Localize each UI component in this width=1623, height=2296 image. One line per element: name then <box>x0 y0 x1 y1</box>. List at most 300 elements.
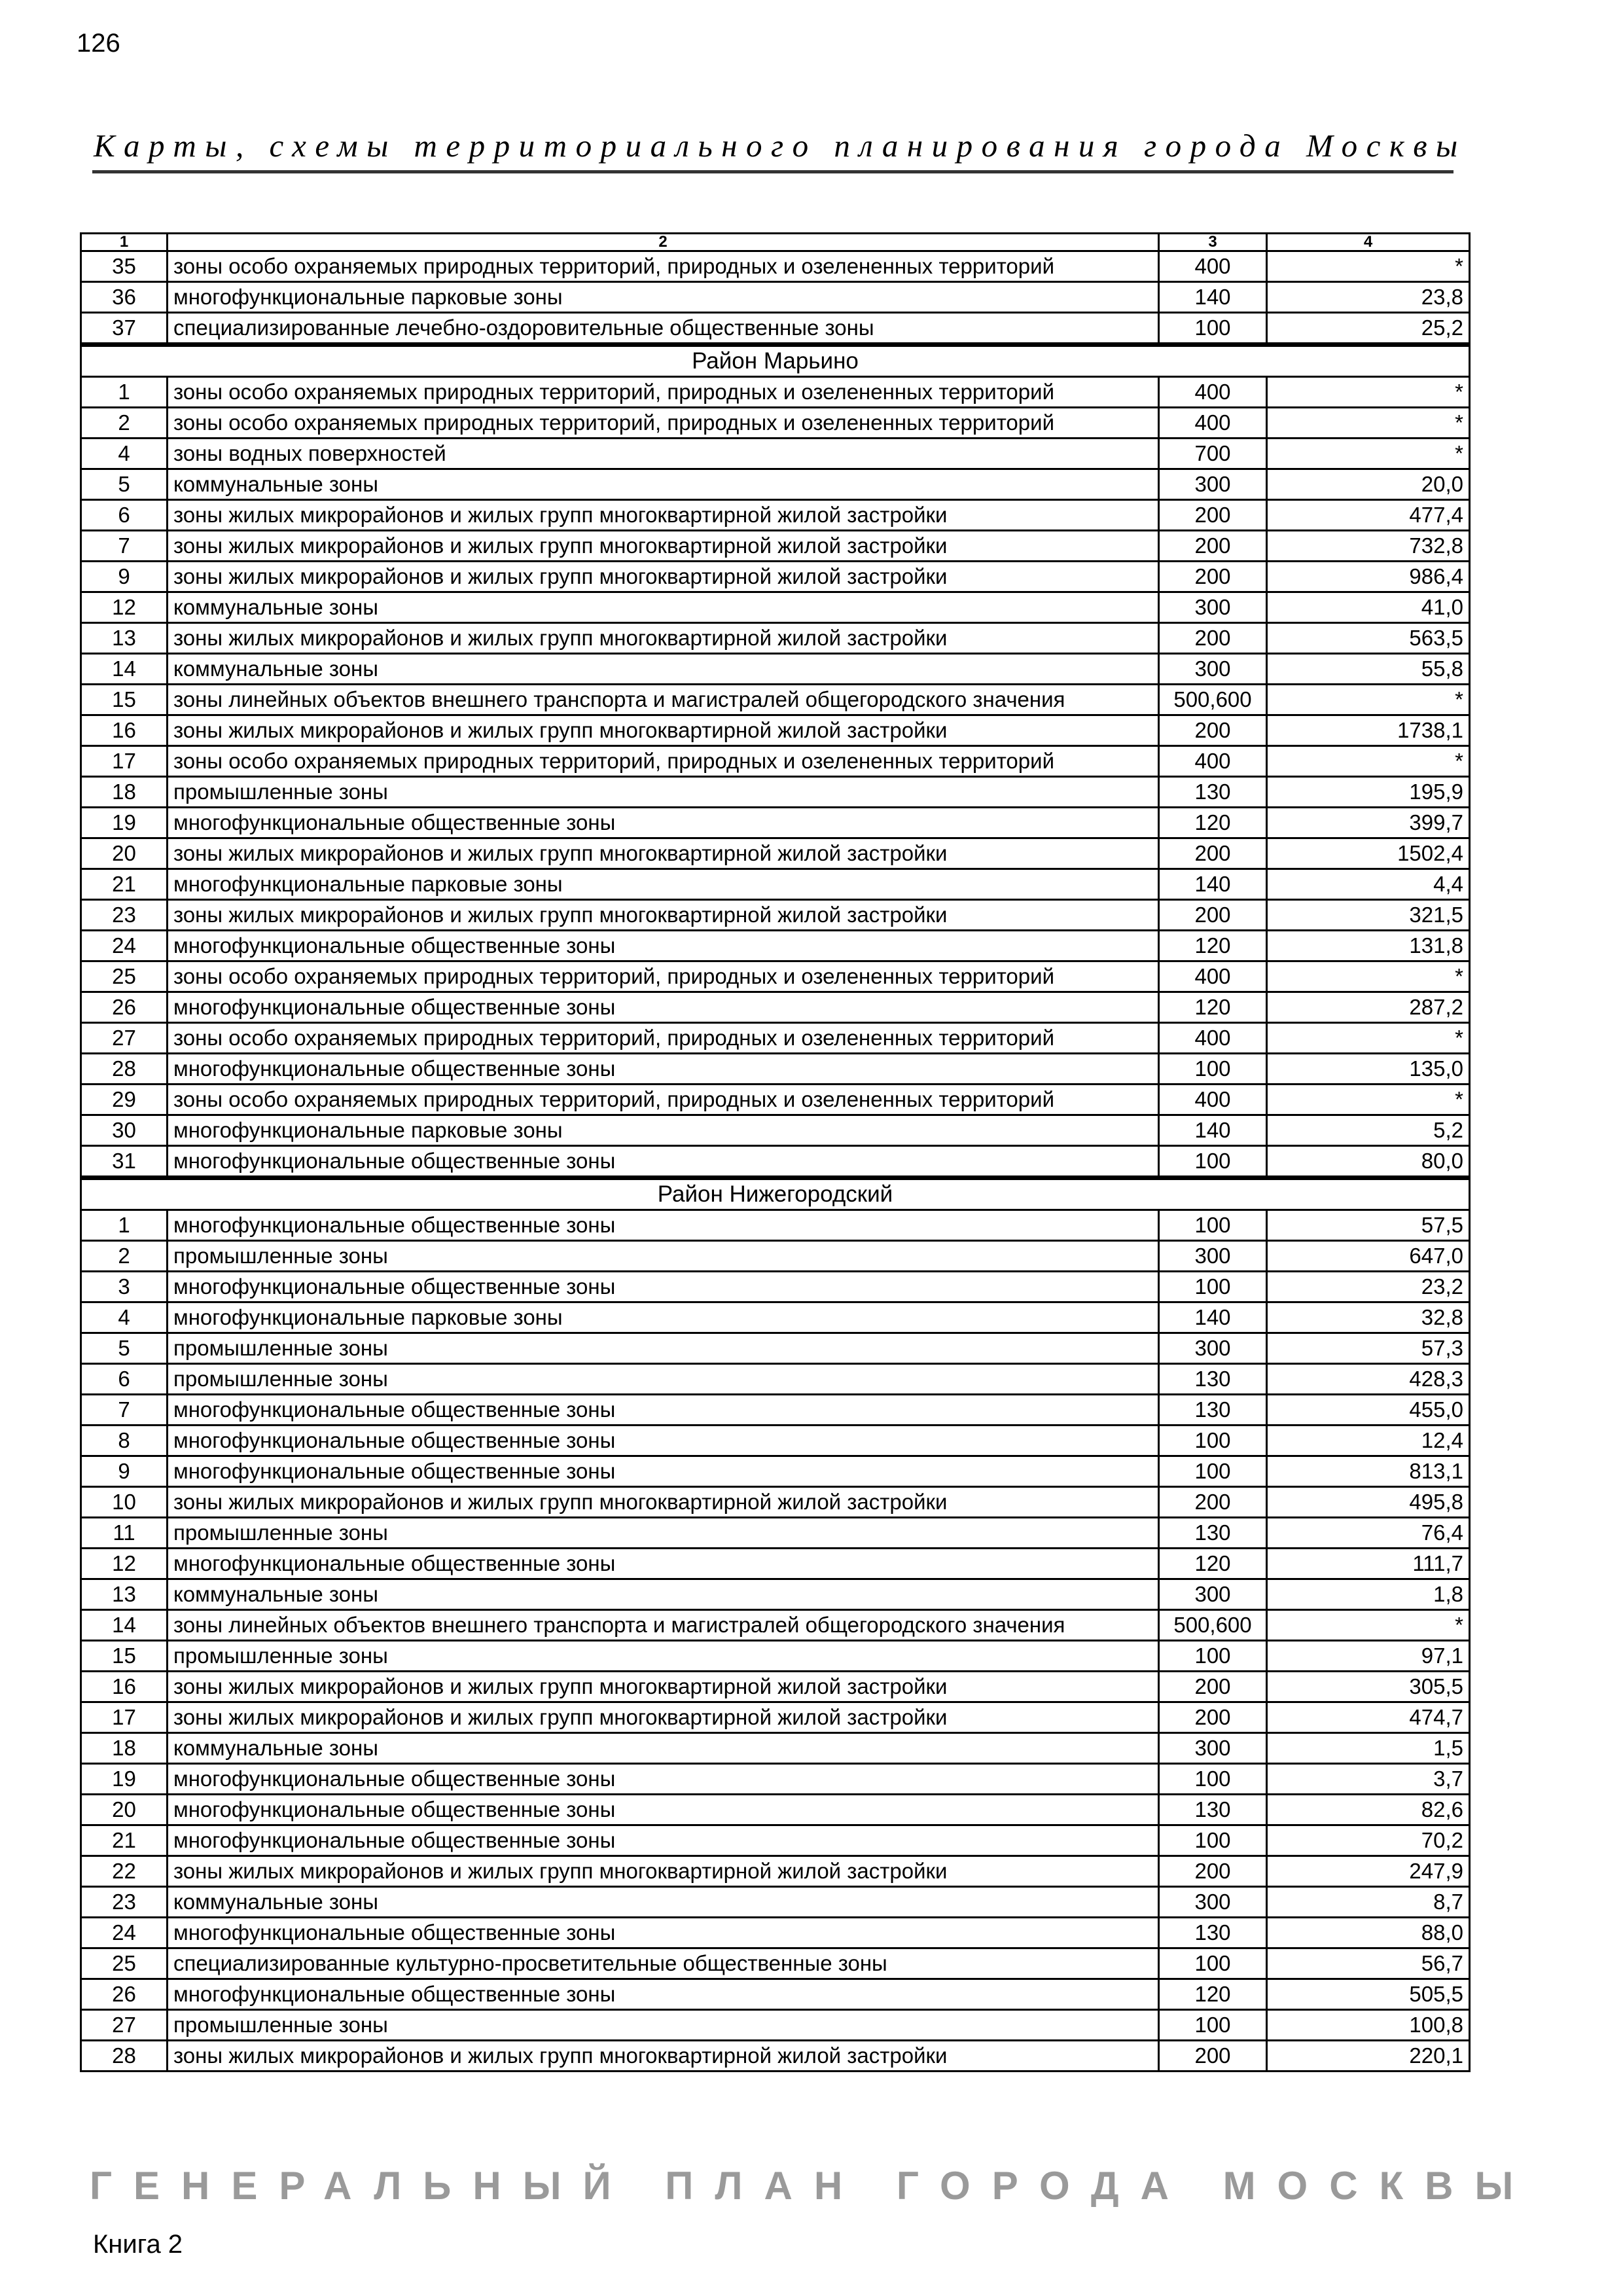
zone-code: 400 <box>1159 746 1267 777</box>
row-number: 26 <box>81 992 168 1023</box>
zone-value: 1738,1 <box>1267 715 1470 746</box>
zone-code: 100 <box>1159 1764 1267 1795</box>
zone-type: многофункциональные общественные зоны <box>168 1918 1159 1948</box>
page-number: 126 <box>77 29 120 58</box>
table-row <box>81 2010 1470 2041</box>
row-number: 22 <box>81 1856 168 1887</box>
row-number: 23 <box>81 900 168 931</box>
zone-code: 100 <box>1159 1426 1267 1456</box>
zone-type: многофункциональные общественные зоны <box>168 1456 1159 1487</box>
zone-code: 300 <box>1159 1333 1267 1364</box>
row-number: 24 <box>81 1918 168 1948</box>
zone-code: 200 <box>1159 838 1267 869</box>
zone-value: 986,4 <box>1267 562 1470 592</box>
table-row <box>81 408 1470 439</box>
zone-code: 140 <box>1159 1115 1267 1146</box>
zone-code: 140 <box>1159 1302 1267 1333</box>
table-row <box>81 1702 1470 1733</box>
table-row <box>81 1856 1470 1887</box>
zone-type: многофункциональные общественные зоны <box>168 992 1159 1023</box>
row-number: 2 <box>81 408 168 439</box>
section-header-row <box>81 1178 1470 1210</box>
zone-code: 140 <box>1159 282 1267 313</box>
table-row <box>81 1456 1470 1487</box>
row-number: 3 <box>81 1272 168 1302</box>
zone-value: * <box>1267 685 1470 715</box>
zone-code: 200 <box>1159 1856 1267 1887</box>
zone-code: 130 <box>1159 1518 1267 1549</box>
zone-value: 12,4 <box>1267 1426 1470 1456</box>
row-number: 24 <box>81 931 168 961</box>
row-number: 31 <box>81 1146 168 1178</box>
zone-value: 455,0 <box>1267 1395 1470 1426</box>
table-row <box>81 251 1470 282</box>
zone-code: 130 <box>1159 777 1267 808</box>
zone-value: 813,1 <box>1267 1456 1470 1487</box>
zone-type: многофункциональные общественные зоны <box>168 808 1159 838</box>
zone-code: 200 <box>1159 2041 1267 2072</box>
zone-code: 100 <box>1159 2010 1267 2041</box>
zone-type: зоны особо охраняемых природных территорий, природных и озелененных территорий <box>168 1023 1159 1054</box>
row-number: 37 <box>81 313 168 345</box>
zone-code: 200 <box>1159 1702 1267 1733</box>
table-row <box>81 313 1470 345</box>
row-number: 17 <box>81 1702 168 1733</box>
zone-type: зоны жилых микрорайонов и жилых групп многоквартирной жилой застройки <box>168 1856 1159 1887</box>
zone-type: зоны особо охраняемых природных территорий, природных и озелененных территорий <box>168 408 1159 439</box>
row-number: 19 <box>81 1764 168 1795</box>
section-header-row <box>81 345 1470 377</box>
zone-code: 300 <box>1159 654 1267 685</box>
zone-type: зоны жилых микрорайонов и жилых групп многоквартирной жилой застройки <box>168 562 1159 592</box>
zone-value: 428,3 <box>1267 1364 1470 1395</box>
zone-value: * <box>1267 251 1470 282</box>
row-number: 9 <box>81 1456 168 1487</box>
zone-value: 321,5 <box>1267 900 1470 931</box>
zone-code: 200 <box>1159 715 1267 746</box>
zone-type: промышленные зоны <box>168 1364 1159 1395</box>
zone-code: 200 <box>1159 531 1267 562</box>
table-row <box>81 469 1470 500</box>
row-number: 12 <box>81 592 168 623</box>
zone-code: 500,600 <box>1159 685 1267 715</box>
zone-type: зоны жилых микрорайонов и жилых групп многоквартирной жилой застройки <box>168 2041 1159 2072</box>
zone-value: 8,7 <box>1267 1887 1470 1918</box>
table-body <box>81 234 1470 2072</box>
row-number: 28 <box>81 2041 168 2072</box>
zone-code: 700 <box>1159 439 1267 469</box>
zone-type: промышленные зоны <box>168 777 1159 808</box>
zone-value: 23,8 <box>1267 282 1470 313</box>
table-row <box>81 1395 1470 1426</box>
zone-type: промышленные зоны <box>168 1641 1159 1672</box>
row-number: 29 <box>81 1085 168 1115</box>
zone-type: специализированные культурно-просветительные общественные зоны <box>168 1948 1159 1979</box>
zone-value: * <box>1267 439 1470 469</box>
zone-value: 4,4 <box>1267 869 1470 900</box>
zone-value: 32,8 <box>1267 1302 1470 1333</box>
zone-code: 100 <box>1159 1054 1267 1085</box>
footer-book-label: Книга 2 <box>93 2230 183 2259</box>
zone-type: многофункциональные парковые зоны <box>168 869 1159 900</box>
row-number: 13 <box>81 623 168 654</box>
zone-value: 23,2 <box>1267 1272 1470 1302</box>
zone-type: промышленные зоны <box>168 1241 1159 1272</box>
row-number: 21 <box>81 869 168 900</box>
row-number: 5 <box>81 469 168 500</box>
zone-value: * <box>1267 377 1470 408</box>
table-row <box>81 592 1470 623</box>
table-row <box>81 1054 1470 1085</box>
row-number: 25 <box>81 961 168 992</box>
zone-type: зоны линейных объектов внешнего транспорта и магистралей общегородского значения <box>168 685 1159 715</box>
table-row <box>81 685 1470 715</box>
zone-type: зоны особо охраняемых природных территорий, природных и озелененных территорий <box>168 746 1159 777</box>
table-row <box>81 1641 1470 1672</box>
zone-value: 477,4 <box>1267 500 1470 531</box>
row-number: 19 <box>81 808 168 838</box>
zone-value: 56,7 <box>1267 1948 1470 1979</box>
zone-type: специализированные лечебно-оздоровительные общественные зоны <box>168 313 1159 345</box>
row-number: 10 <box>81 1487 168 1518</box>
zone-type: коммунальные зоны <box>168 1733 1159 1764</box>
row-number: 26 <box>81 1979 168 2010</box>
zone-code: 300 <box>1159 1579 1267 1610</box>
zone-code: 100 <box>1159 1825 1267 1856</box>
row-number: 21 <box>81 1825 168 1856</box>
zone-code: 300 <box>1159 1887 1267 1918</box>
table-row <box>81 1272 1470 1302</box>
table-row <box>81 1733 1470 1764</box>
zone-code: 120 <box>1159 808 1267 838</box>
zone-value: 76,4 <box>1267 1518 1470 1549</box>
zone-value: * <box>1267 961 1470 992</box>
table-row <box>81 1887 1470 1918</box>
zone-code: 140 <box>1159 869 1267 900</box>
zone-code: 200 <box>1159 1672 1267 1702</box>
zone-type: многофункциональные общественные зоны <box>168 1825 1159 1856</box>
zone-type: зоны жилых микрорайонов и жилых групп многоквартирной жилой застройки <box>168 1487 1159 1518</box>
row-number: 14 <box>81 1610 168 1641</box>
row-number: 16 <box>81 1672 168 1702</box>
row-number: 23 <box>81 1887 168 1918</box>
zone-type: многофункциональные парковые зоны <box>168 1115 1159 1146</box>
zone-value: 57,5 <box>1267 1210 1470 1241</box>
zone-type: зоны особо охраняемых природных территорий, природных и озелененных территорий <box>168 377 1159 408</box>
row-number: 36 <box>81 282 168 313</box>
running-header: Карты, схемы территориального планирования города Москвы <box>94 128 1467 164</box>
zone-type: многофункциональные общественные зоны <box>168 1272 1159 1302</box>
row-number: 28 <box>81 1054 168 1085</box>
row-number: 6 <box>81 500 168 531</box>
zone-type: многофункциональные общественные зоны <box>168 1764 1159 1795</box>
zone-code: 100 <box>1159 1272 1267 1302</box>
table-row <box>81 777 1470 808</box>
zone-value: 1,8 <box>1267 1579 1470 1610</box>
table-row <box>81 500 1470 531</box>
column-header: 1 <box>81 234 168 251</box>
zone-value: 100,8 <box>1267 2010 1470 2041</box>
table-row <box>81 654 1470 685</box>
zone-value: 1,5 <box>1267 1733 1470 1764</box>
row-number: 30 <box>81 1115 168 1146</box>
row-number: 35 <box>81 251 168 282</box>
row-number: 25 <box>81 1948 168 1979</box>
zone-value: 647,0 <box>1267 1241 1470 1272</box>
zone-value: 305,5 <box>1267 1672 1470 1702</box>
table-row <box>81 1426 1470 1456</box>
zone-code: 100 <box>1159 1210 1267 1241</box>
zone-code: 400 <box>1159 408 1267 439</box>
zone-value: 80,0 <box>1267 1146 1470 1178</box>
row-number: 11 <box>81 1518 168 1549</box>
zone-type: зоны жилых микрорайонов и жилых групп многоквартирной жилой застройки <box>168 623 1159 654</box>
zone-type: многофункциональные общественные зоны <box>168 1395 1159 1426</box>
row-number: 27 <box>81 1023 168 1054</box>
zone-code: 400 <box>1159 961 1267 992</box>
table-row <box>81 1023 1470 1054</box>
zone-type: промышленные зоны <box>168 1518 1159 1549</box>
table-row <box>81 900 1470 931</box>
zone-type: зоны жилых микрорайонов и жилых групп многоквартирной жилой застройки <box>168 500 1159 531</box>
zone-type: промышленные зоны <box>168 2010 1159 2041</box>
zone-value: 563,5 <box>1267 623 1470 654</box>
zone-value: 399,7 <box>1267 808 1470 838</box>
row-number: 4 <box>81 1302 168 1333</box>
row-number: 7 <box>81 531 168 562</box>
section-title: Район Нижегородский <box>81 1178 1470 1210</box>
zone-value: * <box>1267 1023 1470 1054</box>
zone-value: * <box>1267 408 1470 439</box>
zone-type: коммунальные зоны <box>168 654 1159 685</box>
row-number: 9 <box>81 562 168 592</box>
zone-value: 3,7 <box>1267 1764 1470 1795</box>
footer-title: ГЕНЕРАЛЬНЫЙ ПЛАН ГОРОДА МОСКВЫ <box>90 2164 1535 2208</box>
table-row <box>81 869 1470 900</box>
zone-code: 300 <box>1159 1733 1267 1764</box>
row-number: 2 <box>81 1241 168 1272</box>
zone-code: 120 <box>1159 931 1267 961</box>
table-row <box>81 992 1470 1023</box>
table-row <box>81 2041 1470 2072</box>
row-number: 14 <box>81 654 168 685</box>
table-row <box>81 1610 1470 1641</box>
zone-type: многофункциональные парковые зоны <box>168 1302 1159 1333</box>
row-number: 27 <box>81 2010 168 2041</box>
column-header: 4 <box>1267 234 1470 251</box>
zone-type: зоны жилых микрорайонов и жилых групп многоквартирной жилой застройки <box>168 715 1159 746</box>
zone-type: коммунальные зоны <box>168 1579 1159 1610</box>
zone-value: 1502,4 <box>1267 838 1470 869</box>
zone-value: 505,5 <box>1267 1979 1470 2010</box>
table-row <box>81 1146 1470 1178</box>
zone-code: 400 <box>1159 1085 1267 1115</box>
row-number: 12 <box>81 1549 168 1579</box>
zone-value: 247,9 <box>1267 1856 1470 1887</box>
row-number: 20 <box>81 838 168 869</box>
zone-code: 300 <box>1159 1241 1267 1272</box>
table-row <box>81 531 1470 562</box>
table-row <box>81 623 1470 654</box>
zone-value: 111,7 <box>1267 1549 1470 1579</box>
zone-code: 100 <box>1159 1948 1267 1979</box>
table-row <box>81 1518 1470 1549</box>
table-row <box>81 1948 1470 1979</box>
column-header: 2 <box>168 234 1159 251</box>
table-row <box>81 1085 1470 1115</box>
zone-value: 131,8 <box>1267 931 1470 961</box>
zone-code: 130 <box>1159 1795 1267 1825</box>
zone-type: зоны особо охраняемых природных территорий, природных и озелененных территорий <box>168 251 1159 282</box>
zone-code: 120 <box>1159 1549 1267 1579</box>
zone-code: 500,600 <box>1159 1610 1267 1641</box>
zone-code: 300 <box>1159 592 1267 623</box>
table-row <box>81 1302 1470 1333</box>
zone-code: 130 <box>1159 1395 1267 1426</box>
table-row <box>81 838 1470 869</box>
table-row <box>81 1579 1470 1610</box>
table-row <box>81 1825 1470 1856</box>
table-row <box>81 377 1470 408</box>
table-row <box>81 439 1470 469</box>
zone-type: коммунальные зоны <box>168 592 1159 623</box>
zone-value: 5,2 <box>1267 1115 1470 1146</box>
row-number: 17 <box>81 746 168 777</box>
row-number: 4 <box>81 439 168 469</box>
row-number: 15 <box>81 685 168 715</box>
column-header: 3 <box>1159 234 1267 251</box>
row-number: 5 <box>81 1333 168 1364</box>
zone-code: 100 <box>1159 1641 1267 1672</box>
zone-type: зоны жилых микрорайонов и жилых групп многоквартирной жилой застройки <box>168 1672 1159 1702</box>
zone-type: зоны жилых микрорайонов и жилых групп многоквартирной жилой застройки <box>168 900 1159 931</box>
zoning-table <box>80 232 1471 2072</box>
zone-type: многофункциональные общественные зоны <box>168 1549 1159 1579</box>
table-row <box>81 1764 1470 1795</box>
table-row <box>81 1487 1470 1518</box>
zone-type: многофункциональные общественные зоны <box>168 1210 1159 1241</box>
zone-code: 200 <box>1159 1487 1267 1518</box>
table-row <box>81 1210 1470 1241</box>
row-number: 6 <box>81 1364 168 1395</box>
zone-type: коммунальные зоны <box>168 1887 1159 1918</box>
zone-value: 195,9 <box>1267 777 1470 808</box>
table-row <box>81 961 1470 992</box>
zone-value: * <box>1267 746 1470 777</box>
zone-value: 135,0 <box>1267 1054 1470 1085</box>
table-row <box>81 1549 1470 1579</box>
zone-type: многофункциональные общественные зоны <box>168 1979 1159 2010</box>
zone-value: 57,3 <box>1267 1333 1470 1364</box>
zone-code: 200 <box>1159 500 1267 531</box>
zone-value: 97,1 <box>1267 1641 1470 1672</box>
row-number: 13 <box>81 1579 168 1610</box>
zone-value: 20,0 <box>1267 469 1470 500</box>
table-row <box>81 1364 1470 1395</box>
zone-type: зоны водных поверхностей <box>168 439 1159 469</box>
table-row <box>81 1115 1470 1146</box>
table-row <box>81 931 1470 961</box>
zone-type: промышленные зоны <box>168 1333 1159 1364</box>
zone-type: зоны особо охраняемых природных территорий, природных и озелененных территорий <box>168 961 1159 992</box>
zone-value: 287,2 <box>1267 992 1470 1023</box>
zone-code: 300 <box>1159 469 1267 500</box>
section-title: Район Марьино <box>81 345 1470 377</box>
zone-type: многофункциональные парковые зоны <box>168 282 1159 313</box>
table-row <box>81 746 1470 777</box>
zone-code: 130 <box>1159 1918 1267 1948</box>
zone-type: зоны жилых микрорайонов и жилых групп многоквартирной жилой застройки <box>168 1702 1159 1733</box>
row-number: 15 <box>81 1641 168 1672</box>
zone-code: 100 <box>1159 1456 1267 1487</box>
header-rule <box>92 170 1454 173</box>
table-row <box>81 562 1470 592</box>
table-row <box>81 715 1470 746</box>
table-row <box>81 1333 1470 1364</box>
zone-type: многофункциональные общественные зоны <box>168 1146 1159 1178</box>
zone-code: 100 <box>1159 313 1267 345</box>
zone-type: зоны жилых микрорайонов и жилых групп многоквартирной жилой застройки <box>168 838 1159 869</box>
zone-type: зоны особо охраняемых природных территорий, природных и озелененных территорий <box>168 1085 1159 1115</box>
table-row <box>81 1918 1470 1948</box>
zone-code: 400 <box>1159 377 1267 408</box>
row-number: 7 <box>81 1395 168 1426</box>
table-row <box>81 1241 1470 1272</box>
zone-code: 400 <box>1159 1023 1267 1054</box>
row-number: 18 <box>81 777 168 808</box>
zone-value: 88,0 <box>1267 1918 1470 1948</box>
row-number: 16 <box>81 715 168 746</box>
zone-value: * <box>1267 1085 1470 1115</box>
zone-type: зоны жилых микрорайонов и жилых групп многоквартирной жилой застройки <box>168 531 1159 562</box>
zone-type: многофункциональные общественные зоны <box>168 1054 1159 1085</box>
zone-value: 55,8 <box>1267 654 1470 685</box>
zone-value: 70,2 <box>1267 1825 1470 1856</box>
zone-value: 25,2 <box>1267 313 1470 345</box>
zone-value: 732,8 <box>1267 531 1470 562</box>
table-row <box>81 808 1470 838</box>
zone-code: 100 <box>1159 1146 1267 1178</box>
zone-value: 495,8 <box>1267 1487 1470 1518</box>
zone-code: 200 <box>1159 623 1267 654</box>
row-number: 18 <box>81 1733 168 1764</box>
table-row <box>81 1795 1470 1825</box>
row-number: 20 <box>81 1795 168 1825</box>
zone-type: коммунальные зоны <box>168 469 1159 500</box>
zone-type: многофункциональные общественные зоны <box>168 931 1159 961</box>
zone-value: 474,7 <box>1267 1702 1470 1733</box>
zone-code: 400 <box>1159 251 1267 282</box>
table-row <box>81 1672 1470 1702</box>
zone-type: зоны линейных объектов внешнего транспорта и магистралей общегородского значения <box>168 1610 1159 1641</box>
zone-value: 220,1 <box>1267 2041 1470 2072</box>
row-number: 1 <box>81 377 168 408</box>
table-row <box>81 282 1470 313</box>
zone-type: многофункциональные общественные зоны <box>168 1426 1159 1456</box>
column-header-row <box>81 234 1470 251</box>
zone-value: 41,0 <box>1267 592 1470 623</box>
row-number: 8 <box>81 1426 168 1456</box>
table-row <box>81 1979 1470 2010</box>
zone-code: 200 <box>1159 562 1267 592</box>
zone-code: 120 <box>1159 1979 1267 2010</box>
zone-value: * <box>1267 1610 1470 1641</box>
row-number: 1 <box>81 1210 168 1241</box>
zone-code: 130 <box>1159 1364 1267 1395</box>
zone-code: 120 <box>1159 992 1267 1023</box>
zone-type: многофункциональные общественные зоны <box>168 1795 1159 1825</box>
zone-value: 82,6 <box>1267 1795 1470 1825</box>
